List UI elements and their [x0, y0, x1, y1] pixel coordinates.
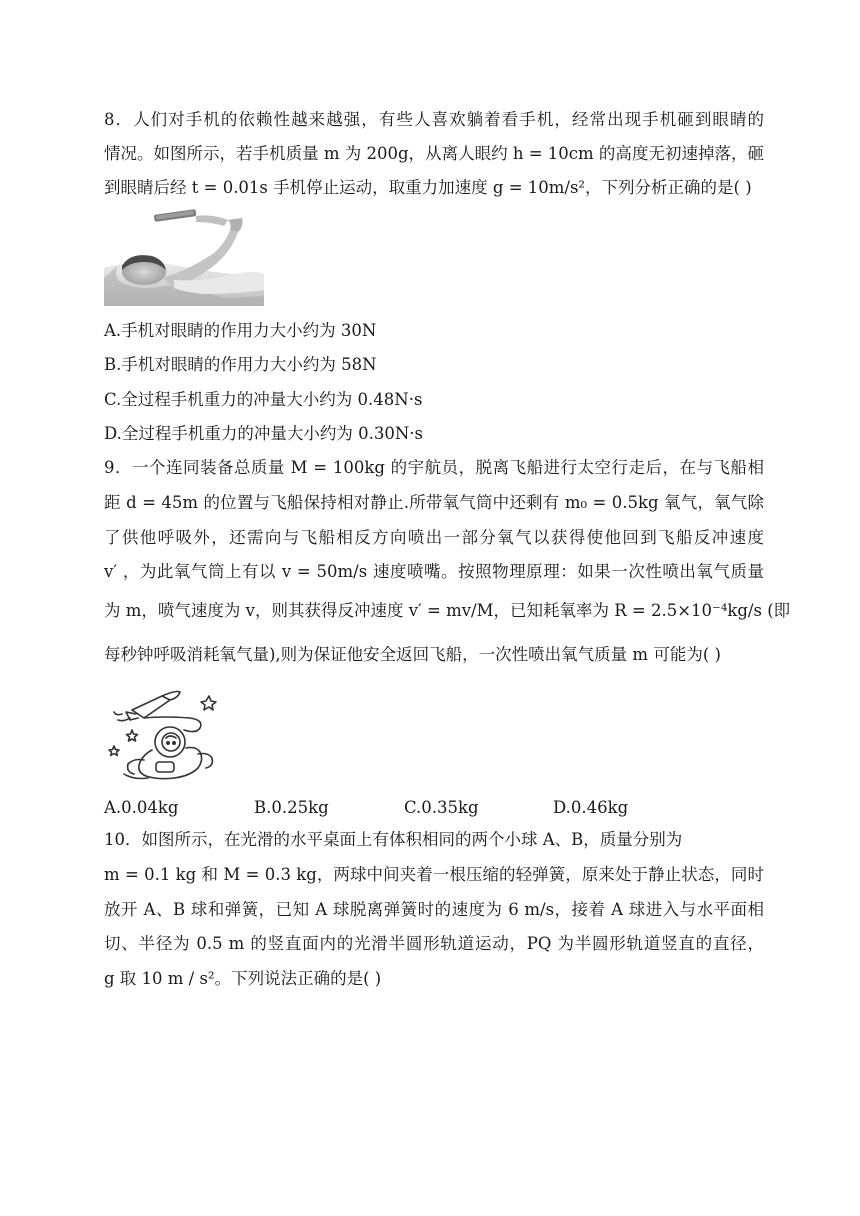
q8-option-d: D.全过程手机重力的冲量大小约为 0.30N·s: [104, 424, 424, 443]
q9-line-2: 距 d = 45m 的位置与飞船保持相对静止.所带氧气筒中还剩有 m₀ = 0.5kg 氧气，氧气除: [104, 493, 764, 512]
q10-line-5: g 取 10 m / s²。下列说法正确的是( ): [104, 969, 382, 988]
q9-line-6: 每秒钟呼吸消耗氧气量),则为保证他安全返回飞船，一次性喷出氧气质量 m 可能为( ): [104, 645, 721, 664]
q8-option-b: B.手机对眼睛的作用力大小约为 58N: [104, 355, 377, 374]
q8-option-a: A.手机对眼睛的作用力大小约为 30N: [104, 321, 377, 340]
q10-line-2: m = 0.1 kg 和 M = 0.3 kg，两球中间夹着一根压缩的轻弹簧，原来处于静止状态，同时: [104, 865, 764, 884]
person-lying-with-phone-illustration: [104, 208, 264, 306]
q9-option-d: D.0.46kg: [553, 798, 629, 817]
q9-option-a: A.0.04kg: [104, 798, 179, 817]
q9-line-1: 9．一个连同装备总质量 M = 100kg 的宇航员，脱离飞船进行太空行走后，在与飞船相: [104, 458, 764, 477]
q8-line-1: 8．人们对手机的依赖性越来越强，有些人喜欢躺着看手机，经常出现手机砸到眼睛的: [104, 110, 764, 129]
q9-option-c: C.0.35kg: [404, 798, 479, 817]
q8-line-2: 情况。如图所示，若手机质量 m 为 200g，从离人眼约 h = 10cm 的高度无初速掉落，砸: [104, 144, 764, 163]
q9-option-b: B.0.25kg: [254, 798, 329, 817]
q8-line-3: 到眼睛后经 t = 0.01s 手机停止运动，取重力加速度 g = 10m/s²，下列分析正确的是( ): [104, 178, 752, 197]
q10-line-3: 放开 A、B 球和弹簧，已知 A 球脱离弹簧时的速度为 6 m/s，接着 A 球进入与水平面相: [104, 900, 764, 919]
astronaut-and-rocket-illustration: [104, 688, 222, 784]
q9-line-5: 为 m，喷气速度为 v，则其获得反冲速度 v′ = mv/M，已知耗氧率为 R = 2.5×10⁻⁴kg/s (即: [104, 601, 791, 620]
q10-line-4: 切、半径为 0.5 m 的竖直面内的光滑半圆形轨道运动，PQ 为半圆形轨道竖直的直径，: [104, 934, 764, 953]
q10-line-1: 10．如图所示，在光滑的水平桌面上有体积相同的两个小球 A、B，质量分别为: [104, 830, 683, 849]
q9-line-3: 了供他呼吸外，还需向与飞船相反方向喷出一部分氧气以获得使他回到飞船反冲速度: [104, 528, 764, 547]
q9-line-4: v′ ，为此氧气筒上有以 v = 50m/s 速度喷嘴。按照物理原理：如果一次性喷出氧气质量: [104, 562, 764, 581]
q8-option-c: C.全过程手机重力的冲量大小约为 0.48N·s: [104, 390, 423, 409]
